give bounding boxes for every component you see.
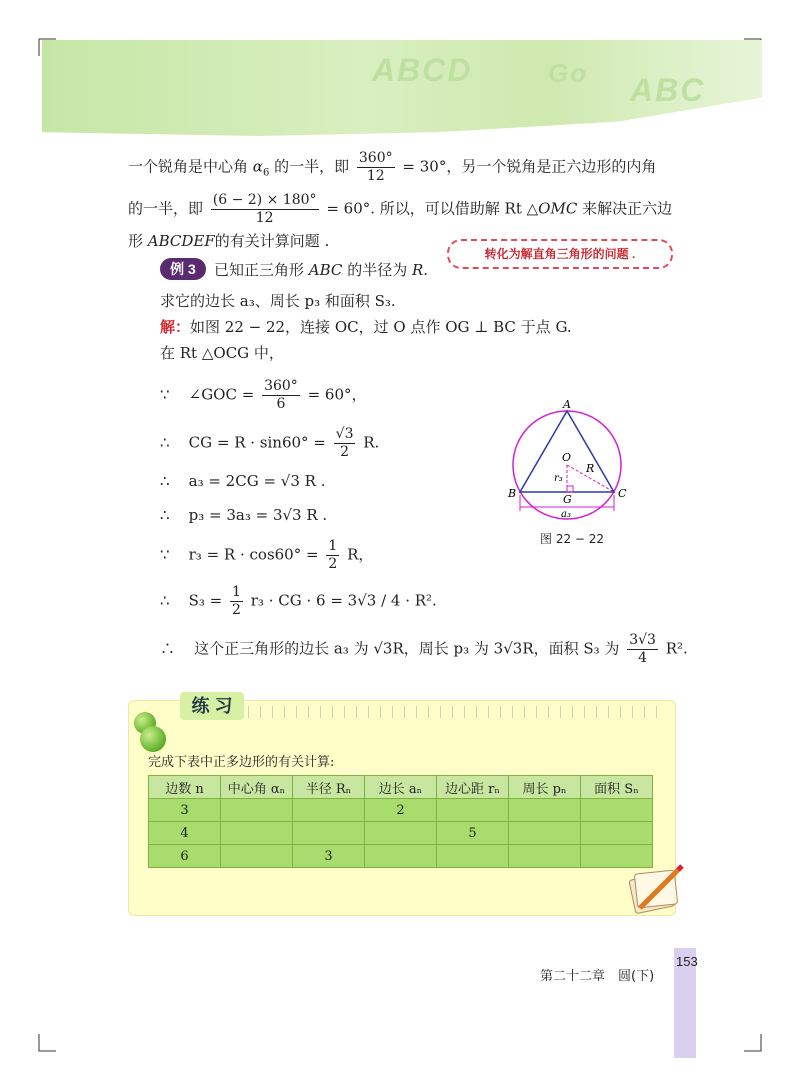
example-question-1: 已知正三角形 ABC 的半径为 R. (214, 261, 429, 279)
table-cell (365, 845, 437, 868)
table-cell (581, 799, 653, 822)
practice-instruction: 完成下表中正多边形的有关计算: (148, 755, 335, 770)
table-cell: 3 (293, 845, 365, 868)
label-r: R (586, 462, 595, 475)
figure-caption: 图 22 − 22 (540, 532, 605, 546)
table-cell: 4 (149, 822, 221, 845)
table-cell (293, 799, 365, 822)
table-cell (509, 822, 581, 845)
example-question-2: 求它的边长 a₃、周长 p₃ 和面积 S₃. (160, 292, 396, 310)
table-cell: 3 (149, 799, 221, 822)
table-row (149, 799, 653, 822)
step-5: ∵ r₃ = R · cos60° = $\frac{1}{2}$ R， (160, 538, 374, 572)
label-a3: a₃ (561, 509, 571, 520)
notebook-pencil-icon (626, 862, 686, 918)
label-b: B (508, 487, 517, 500)
table-cell: 6 (149, 845, 221, 868)
label-r3: r₃ (554, 473, 563, 484)
table-cell: 2 (365, 799, 437, 822)
step-1: ∵ ∠GOC = $\frac{360^\circ}{6}$ = 60°， (160, 378, 367, 412)
right-angle-mark (567, 486, 573, 492)
label-a: A (563, 398, 571, 411)
table-cell (221, 799, 293, 822)
header-cell: 中心角 αₙ (221, 776, 293, 799)
fraction: $\frac{360^\circ}{12}$ (358, 150, 393, 184)
triangle-intro: 在 Rt △OCG 中， (160, 344, 284, 362)
solution-label: 解： (160, 319, 191, 336)
header-cell: 周长 pₙ (509, 776, 581, 799)
table-cell (365, 822, 437, 845)
step-2: ∴ CG = R · sin60° = $\frac{√3}{2}$ R. (160, 426, 380, 460)
table-cell (221, 822, 293, 845)
solution-line: 解：如图 22 − 22，连接 OC，过 O 点作 OG ⊥ BC 于点 G. (160, 318, 572, 336)
side-note: 转化为解直角三角形的问题 . (447, 239, 673, 269)
figure-22-22 (500, 395, 650, 525)
header-cell: 面积 Sₙ (581, 776, 653, 799)
conclusion: ∴ 这个正三角形的边长 a₃ 为 √3R，周长 p₃ 为 3√3R，面积 S₃ 为 $\frac{3√3}{4}$ R². (160, 632, 688, 666)
crop-mark-bottom-left (38, 1034, 56, 1052)
table-header-row (149, 776, 653, 799)
step-3: ∴ a₃ = 2CG = √3 R . (160, 472, 326, 490)
decorative-ball-icon-2 (140, 726, 166, 752)
table-cell (437, 845, 509, 868)
table-cell (437, 799, 509, 822)
header-letters-3: ABC (630, 72, 706, 108)
header-cell: 边数 n (149, 776, 221, 799)
example-badge: 例 3 (160, 258, 206, 280)
page-number: 153 (676, 954, 698, 969)
intro-line-2: 的一半，即 $\frac{(6 - 2) \times 180^\circ}{12}$ = 60°. 所以，可以借助解 Rt △OMC 来解决正六边 (128, 192, 673, 226)
header-cell: 边长 aₙ (365, 776, 437, 799)
table-cell (293, 822, 365, 845)
page-number-tab (674, 948, 696, 1058)
header-letters-2: Go (548, 58, 589, 88)
label-g: G (563, 493, 572, 506)
chapter-footer: 第二十二章 圆(下) (540, 969, 655, 984)
table-cell (509, 845, 581, 868)
label-o: O (562, 451, 572, 464)
table-row (149, 822, 653, 845)
practice-tab: 练 习 (180, 692, 244, 720)
table-cell (581, 822, 653, 845)
header-cell: 半径 Rₙ (293, 776, 365, 799)
table-cell (221, 845, 293, 868)
practice-table (148, 775, 653, 868)
step-4: ∴ p₃ = 3a₃ = 3√3 R . (160, 506, 328, 524)
header-cell: 边心距 rₙ (437, 776, 509, 799)
intro-line-1: 一个锐角是中心角 $\alpha_6$ 的一半，即 $\frac{360^\circ}{12}$ = 30°，另一个锐角是正六边形的内角 (128, 150, 657, 184)
intro-line-3: 形 ABCDEF的有关计算问题 . (128, 232, 330, 250)
label-c: C (618, 487, 627, 500)
step-6: ∴ S₃ = $\frac{1}{2}$ r₃ · CG · 6 = 3√3 / 4 · R². (160, 584, 437, 618)
header-letters-1: ABCD (372, 52, 473, 88)
table-cell (509, 799, 581, 822)
ruler-ticks (248, 706, 666, 718)
table-cell: 5 (437, 822, 509, 845)
table-row (149, 845, 653, 868)
crop-mark-bottom-right (744, 1034, 762, 1052)
fraction: $\frac{(6 - 2) \times 180^\circ}{12}$ (212, 192, 317, 226)
